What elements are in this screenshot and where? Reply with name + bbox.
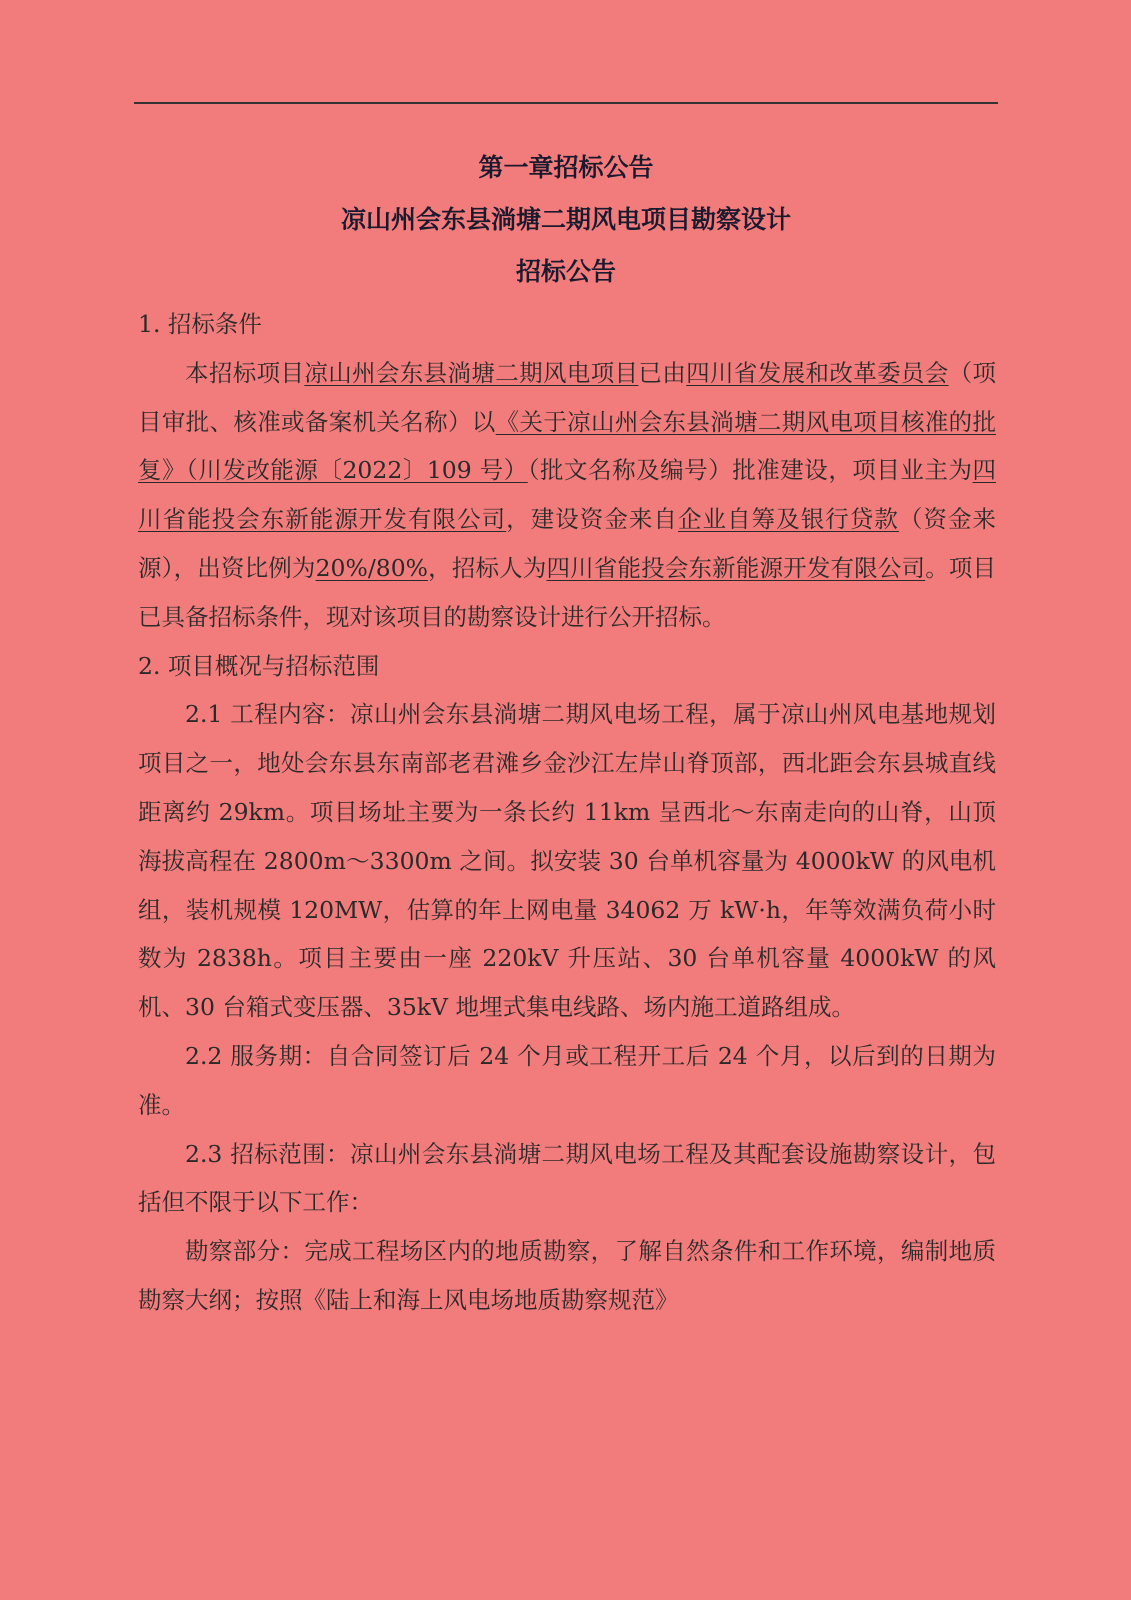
text-run: （资金来源），出资比例为 xyxy=(138,505,997,582)
title-block xyxy=(134,142,998,298)
notice-title: 招标公告 xyxy=(515,257,616,286)
section-2-1-paragraph: 2.1 工程内容：凉山州会东县淌塘二期风电场工程，属于凉山州风电基地规划项目之一，地处会东县东南部老君滩乡金沙江左岸山脊顶部，西北距会东县城直线距离约 29km。项目场址主要为一条长约 11km 呈西北～东南走向的山脊，山顶海拔高程在 2800m～3300m 之间。拟安装 30 台单机容量为 4000kW 的风电机组，装机规模 120MW，估算的年上网电量 34062 万 kW·h，年等效满负荷小时数为 2838h。项目主要由一座 220kV 升压站、30 台单机容量 4000kW 的风机、30 台箱式变压器、35kV 地埋式集电线路、场内施工道路组成。 xyxy=(138,700,996,1022)
section-2-heading: 2. 项目概况与招标范围 xyxy=(138,651,380,680)
section-1-heading: 1. 招标条件 xyxy=(138,310,262,338)
text-run: （批文名称及编号）批准建设，项目业主为 xyxy=(527,456,973,485)
project-title: 凉山州会东县淌塘二期风电项目勘察设计 xyxy=(340,205,791,234)
header-rule xyxy=(134,102,998,104)
document-body xyxy=(138,300,996,1325)
survey-paragraph: 勘察部分：完成工程场区内的地质勘察，了解自然条件和工作环境，编制地质勘察大纲；按照《陆上和海上风电场地质勘察规范》 xyxy=(138,1237,996,1314)
text-run: 本招标项目 xyxy=(185,358,305,387)
project-name-underlined: 凉山州会东县淌塘二期风电项目 xyxy=(304,358,639,387)
text-run: ，建设资金来自 xyxy=(506,505,678,534)
text-run: （项目审批、核准或备案机关名称）以 xyxy=(138,358,997,436)
section-1-paragraph xyxy=(138,349,996,642)
approval-document-underlined: 《关于凉山州会东县淌塘二期风电项目核准的批复》（川发改能源〔2022〕109 号） xyxy=(138,407,997,485)
text-run: ，招标人为 xyxy=(427,553,547,582)
section-2-2-paragraph: 2.2 服务期：自合同签订后 24 个月或工程开工后 24 个月，以后到的日期为准。 xyxy=(138,1041,996,1119)
text-run: 已由 xyxy=(638,358,687,387)
chapter-title: 第一章招标公告 xyxy=(478,153,654,182)
text-run: 。项目已具备招标条件，现对该项目的勘察设计进行公开招标。 xyxy=(138,553,997,631)
section-2-3-paragraph: 2.3 招标范围：凉山州会东县淌塘二期风电场工程及其配套设施勘察设计，包括但不限于以下工作： xyxy=(138,1139,996,1217)
tenderer-underlined: 四川省能投会东新能源开发有限公司 xyxy=(546,553,926,582)
funding-source-underlined: 企业自筹及银行贷款 xyxy=(677,505,899,534)
project-owner-underlined: 四川省能投会东新能源开发有限公司 xyxy=(138,456,996,534)
approval-authority-underlined: 四川省发展和改革委员会 xyxy=(686,358,949,387)
funding-ratio-underlined: 20%/80% xyxy=(315,553,428,582)
